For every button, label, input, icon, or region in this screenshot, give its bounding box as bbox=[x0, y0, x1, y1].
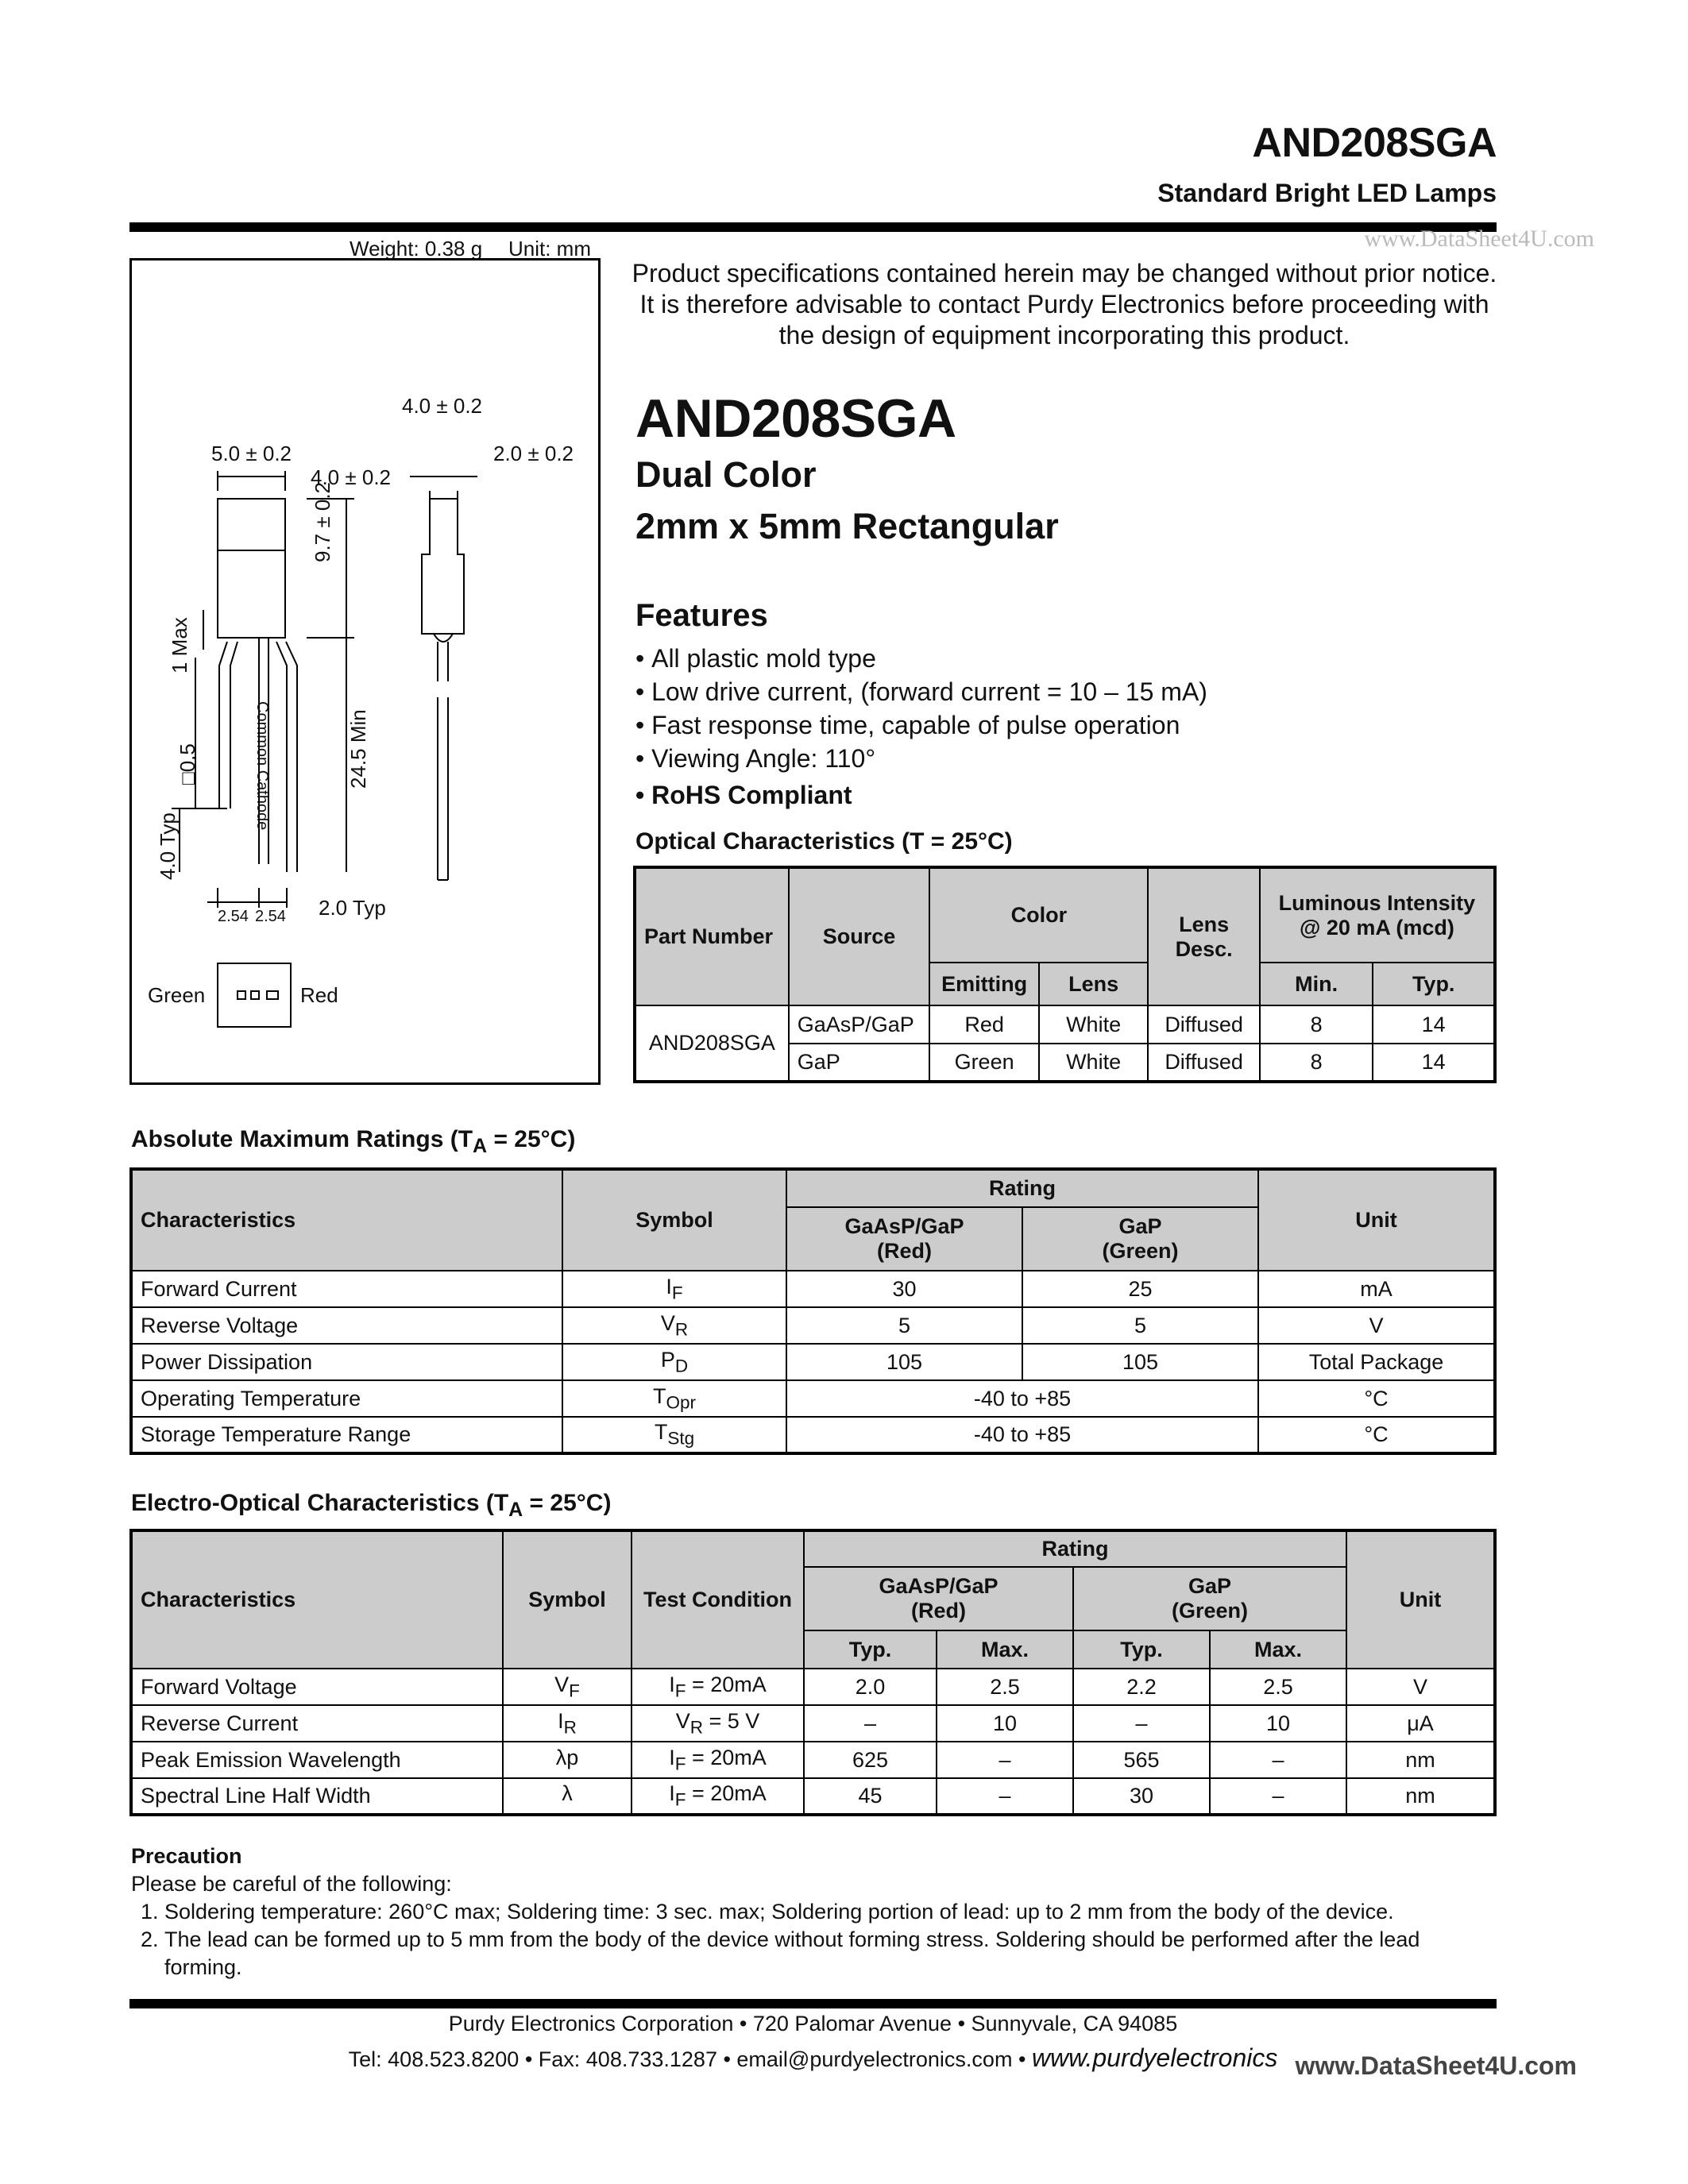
electro-optical-table: Characteristics Symbol Test Condition Rating Unit GaAsP/GaP (Red) GaP (Green) Typ. Max. Typ. Max. Forward Voltage $V_F$ $I_F = 20mA$ 2.0 2.5 2.2 2.5 V Reverse Current $I_R$ $V_R = 5$ V – 10 – 10 μA Peak Emission Wavelength λp $I_F = 20mA$ 625 – 565 – nm Spectral Line Half Width λ $I_F = 20mA$ 45 – 30 – nm bbox=[129, 1529, 1497, 1816]
dim-2-typ: 2.0 Typ bbox=[319, 896, 386, 920]
header-part-number: AND208SGA bbox=[1252, 120, 1497, 166]
dim-pitch-2: 2.54 bbox=[255, 908, 286, 925]
feature-item: • Fast response time, capable of pulse operation bbox=[635, 708, 1207, 742]
precaution-list bbox=[131, 1898, 1497, 1981]
product-title: AND208SGA bbox=[635, 388, 956, 449]
footer-address: Purdy Electronics Corporation • 720 Palomar Avenue • Sunnyvale, CA 94085 bbox=[448, 2012, 1178, 2035]
watermark: www.DataSheet4U.com bbox=[1364, 226, 1594, 252]
features-list bbox=[635, 642, 1207, 812]
precaution-section bbox=[131, 1843, 1497, 1981]
feature-item: • Viewing Angle: 110° bbox=[635, 742, 1207, 775]
product-subtitle-1: Dual Color bbox=[635, 454, 817, 495]
table-row: Storage Temperature Range $T_{Stg}$ -40 to +85 °C bbox=[131, 1417, 1495, 1453]
dim-top-depth: 4.0 ± 0.2 bbox=[311, 465, 392, 489]
table-row: Forward Current $I_F$ 30 25 mA bbox=[131, 1271, 1495, 1307]
dim-4-typ: 4.0 Typ bbox=[156, 812, 180, 880]
table-row: AND208SGA GaAsP/GaP Red White Diffused 8 14 bbox=[635, 1005, 1495, 1044]
common-cathode-label: Common Cathode bbox=[253, 701, 271, 831]
dim-side-thick: 2.0 ± 0.2 bbox=[493, 442, 574, 465]
weight-label: Weight: 0.38 g bbox=[350, 237, 483, 260]
abs-max-heading: Absolute Maximum Ratings $(T_A = 25^\circ C)$ bbox=[131, 1126, 576, 1157]
table-row: Reverse Current $I_R$ $V_R = 5$ V – 10 – 10 μA bbox=[131, 1705, 1495, 1742]
optical-table: Part Number Source Color Lens Desc. Luminous Intensity @ 20 mA (mcd) Emitting Lens Min. Typ. AND208SGA GaAsP/GaP Red White Diffused 8 14 GaP Green White Diffused 8 14 bbox=[633, 866, 1497, 1083]
precaution-heading: Precaution bbox=[131, 1844, 242, 1868]
dim-height: 9.7 ± 0.2 bbox=[311, 481, 334, 562]
list-item: 2. The lead can be formed up to 5 mm from the body of the device without forming stress. Soldering should be performed after the lead forming. bbox=[164, 1926, 1497, 1981]
dim-one-max: 1 Max bbox=[168, 617, 191, 673]
dim-pitch-1: 2.54 bbox=[218, 908, 249, 925]
feature-item: • Low drive current, (forward current = 10 – 15 mA) bbox=[635, 675, 1207, 708]
feature-item: • All plastic mold type bbox=[635, 642, 1207, 675]
table-row: GaP Green White Diffused 8 14 bbox=[635, 1044, 1495, 1082]
unit-label: Unit: mm bbox=[508, 237, 591, 260]
dim-square: □0.5 bbox=[176, 743, 199, 785]
dim-side-width: 4.0 ± 0.2 bbox=[402, 394, 483, 418]
header-subtitle: Standard Bright LED Lamps bbox=[1157, 179, 1497, 207]
led-outline-drawing bbox=[132, 260, 598, 1082]
footprint-green-label: Green bbox=[148, 983, 206, 1007]
footer-website-link[interactable]: www.purdyelectronics bbox=[1031, 2043, 1278, 2072]
top-rule bbox=[129, 222, 1497, 232]
notice-text: Product specifications contained herein may be changed without prior notice. It is therefore advisable to contact Purdy Electronics before proceeding with the design of equipment incorporating this product. bbox=[632, 259, 1497, 349]
optical-heading: Optical Characteristics (T = 25°C) bbox=[635, 828, 1013, 855]
dim-top-width: 5.0 ± 0.2 bbox=[211, 442, 292, 465]
table-row: Power Dissipation $P_D$ 105 105 Total Package bbox=[131, 1344, 1495, 1380]
table-row: Operating Temperature $T_{Opr}$ -40 to +85 °C bbox=[131, 1380, 1495, 1417]
bottom-rule bbox=[129, 1999, 1497, 2008]
feature-rohs: • RoHS Compliant bbox=[635, 778, 1207, 812]
precaution-intro: Please be careful of the following: bbox=[131, 1872, 452, 1896]
electro-heading: Electro-Optical Characteristics $(T_A = 25^\circ C)$ bbox=[131, 1490, 612, 1521]
features-heading: Features bbox=[635, 598, 768, 633]
list-item: 1. Soldering temperature: 260°C max; Soldering time: 3 sec. max; Soldering portion of lead: up to 2 mm from the body of the device. bbox=[164, 1898, 1497, 1926]
abs-max-table: Characteristics Symbol Rating Unit GaAsP/GaP (Red) GaP (Green) Forward Current $I_F$ 30 25 mA Reverse Voltage $V_R$ 5 5 V Power Dissipation $P_D$ 105 105 Total Package Operating Temperature $T_{Opr}$ -40 to +85 °C Storage Temperature Range $T_{Stg}$ -40 to +85 °C bbox=[129, 1167, 1497, 1455]
footer-contact: Tel: 408.523.8200 • Fax: 408.733.1287 • email@purdyelectronics.com • www.purdyelectronics bbox=[348, 2043, 1278, 2072]
table-row: Peak Emission Wavelength λp $I_F = 20mA$ 625 – 565 – nm bbox=[131, 1742, 1495, 1778]
product-subtitle-2: 2mm x 5mm Rectangular bbox=[635, 506, 1059, 546]
dim-lead-length: 24.5 Min bbox=[346, 709, 370, 789]
table-row: Reverse Voltage $V_R$ 5 5 V bbox=[131, 1307, 1495, 1344]
footer-watermark: www.DataSheet4U.com bbox=[1295, 2051, 1577, 2080]
footprint-red-label: Red bbox=[300, 983, 338, 1007]
table-row: Forward Voltage $V_F$ $I_F = 20mA$ 2.0 2.5 2.2 2.5 V bbox=[131, 1669, 1495, 1705]
table-row: Spectral Line Half Width λ $I_F = 20mA$ 45 – 30 – nm bbox=[131, 1778, 1495, 1815]
dimension-drawing bbox=[129, 258, 601, 1085]
